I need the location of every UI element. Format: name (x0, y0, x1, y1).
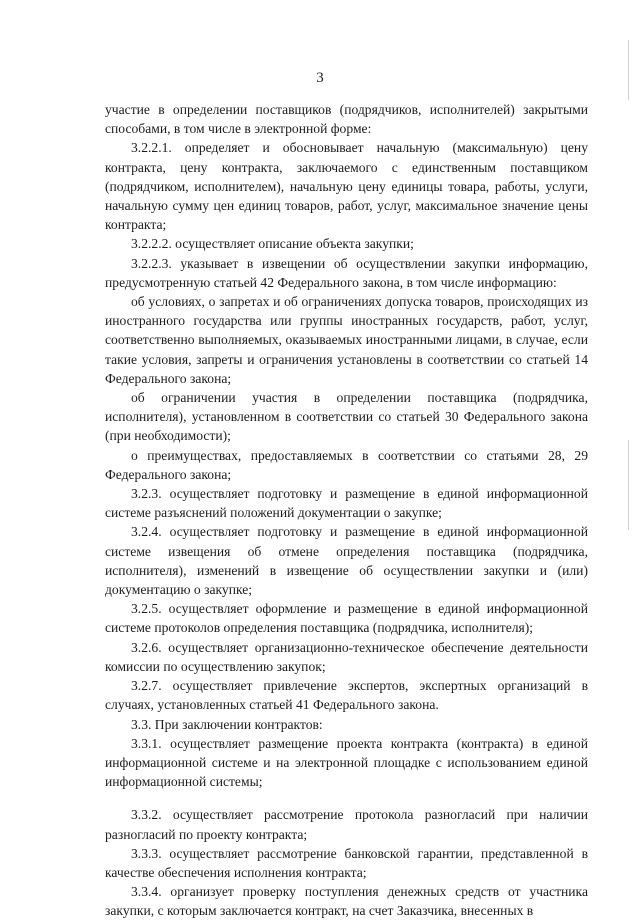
paragraph: 3.2.5. осуществляет оформление и размещение в единой информационной системе протоколов определения поставщика (подрядчика, исполнителя); (105, 601, 588, 636)
paragraph: 3.2.6. осуществляет организационно-техническое обеспечение деятельности комиссии по осуществлению закупок; (105, 639, 588, 674)
paragraph: о преимуществах, предоставляемых в соответствии со статьями 28, 29 Федерального закона; (105, 447, 588, 482)
paragraph: участие в определении поставщиков (подрядчиков, исполнителей) закрытыми способами, в том числе в электронной форме: (105, 102, 588, 137)
paragraph: 3.3.1. осуществляет размещение проекта контракта (контракта) в единой информационной системе и на электронной площадке с использованием единой информационной системы; (105, 735, 588, 790)
paragraph: об условиях, о запретах и об ограничениях допуска товаров, происходящих из иностранного государства или группы иностранных государств, работ, услуг, соответственно выполняемых, оказываемых иностранными лицами, в случае, если такие условия, запреты и ограничения установлены в соответствии со статьей 14 Федерального закона; (105, 294, 588, 386)
paragraph: 3.2.2.2. осуществляет описание объекта закупки; (131, 236, 414, 252)
paragraph: 3.2.2.1. определяет и обосновывает начальную (максимальную) цену контракта, цену контракта, заключаемого с единственным поставщиком (подрядчиком, исполнителем), начальную цену единицы товара, работы, услуги, начальную сумму цен единиц товаров, работ, услуг, максимальное значение цены контракта; (105, 140, 588, 233)
paragraph: 3.3.2. осуществляет рассмотрение протокола разногласий при наличии разногласий по проекту контракта; (105, 807, 588, 842)
paragraph: 3.3.4. организует проверку поступления денежных средств от участника закупки, с которым заключается контракт, на счет Заказчика, внесенных в (105, 884, 588, 919)
paragraph: 3.3. При заключении контрактов: (131, 716, 323, 732)
paragraph: об ограничении участия в определении поставщика (подрядчика, исполнителя), установленном в соответствии со статьей 30 Федерального закона (при необходимости); (105, 390, 588, 444)
paragraph: 3.2.3. осуществляет подготовку и размещение в единой информационной системе разъяснений положений документации о закупке; (105, 486, 588, 521)
paragraph: 3.2.4. осуществляет подготовку и размещение в единой информационной системе извещения об отмене определения поставщика (подрядчика, исполнителя), изменений в извещение об осуществлении закупки и (или) документацию о закупке; (105, 524, 588, 598)
paragraph: 3.2.7. осуществляет привлечение экспертов, экспертных организаций в случаях, установленных статьей 41 Федерального закона. (105, 678, 588, 713)
scan-edge-mark (628, 440, 629, 530)
paragraph: 3.2.2.3. указывает в извещении об осуществлении закупки информацию, предусмотренную статьей 42 Федерального закона, в том числе информацию: (105, 255, 588, 290)
paragraph: 3.3.3. осуществляет рассмотрение банковской гарантии, представленной в качестве обеспечения исполнения контракта; (105, 845, 588, 880)
document-body (105, 100, 588, 921)
page-number: 3 (316, 70, 324, 86)
scan-edge-mark (628, 40, 629, 100)
